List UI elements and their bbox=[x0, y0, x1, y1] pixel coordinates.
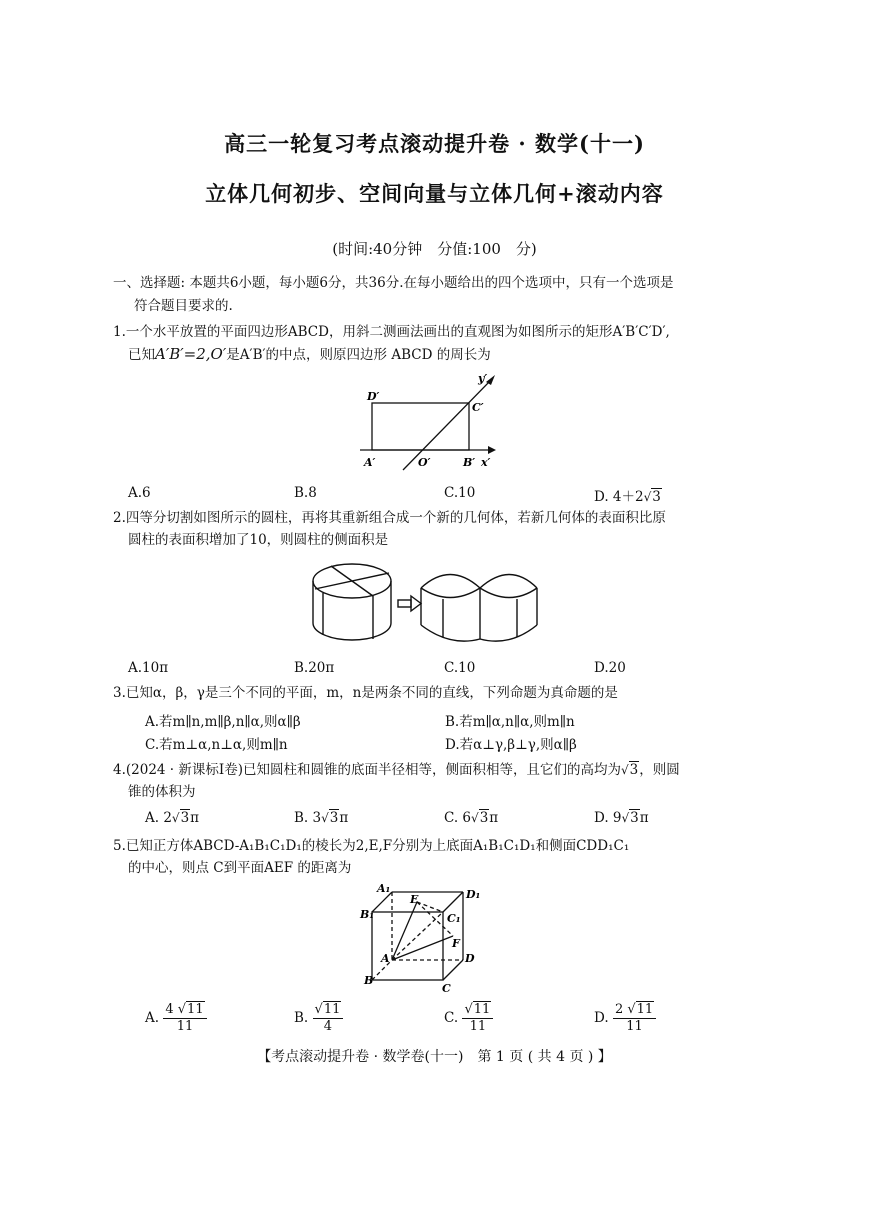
label-d-prime: D′ bbox=[367, 390, 380, 403]
label-f: F bbox=[452, 937, 460, 950]
label-b-prime: B′ bbox=[463, 456, 476, 469]
label-b: B bbox=[364, 974, 374, 987]
q5-stem-line-1: 5.已知正方体ABCD-A₁B₁C₁D₁的棱长为2,E,F分别为上底面A₁B₁C₁D₁和侧面CDD₁C₁ bbox=[113, 838, 630, 854]
q1-stem-line-2: 已知A′B′=2,O′是A′B′的中点，则原四边形 ABCD 的周长为 bbox=[128, 345, 491, 363]
section-line-1: 一、选择题: 本题共6小题，每小题6分，共36分.在每小题给出的四个选项中，只有一个选项是 bbox=[113, 275, 674, 291]
q1-rectangle-figure bbox=[355, 370, 505, 475]
q2-option-d[interactable]: D.20 bbox=[594, 660, 626, 676]
label-o-prime: O′ bbox=[418, 456, 431, 469]
label-c-prime: C′ bbox=[472, 401, 484, 414]
section-line-2: 符合题目要求的. bbox=[134, 298, 233, 314]
label-e: E bbox=[410, 893, 419, 906]
q2-option-a[interactable]: A.10π bbox=[128, 660, 169, 676]
q1-stem-line-1: 1.一个水平放置的平面四边形ABCD，用斜二测画法画出的直观图为如图所示的矩形A′B′C′D′, bbox=[113, 324, 670, 340]
label-a1: A₁ bbox=[377, 882, 391, 895]
q3-option-d[interactable]: D.若α⊥γ,β⊥γ,则α∥β bbox=[445, 737, 577, 753]
q5-option-c[interactable]: C. $\frac{√11}{11}$ bbox=[444, 1002, 493, 1035]
q2-option-b[interactable]: B.20π bbox=[294, 660, 335, 676]
q4-stem-line-2: 锥的体积为 bbox=[128, 784, 196, 800]
label-a: A bbox=[381, 952, 390, 965]
q4-option-d[interactable]: D. 9√3π bbox=[594, 810, 649, 826]
q4-stem-line-1: 4.(2024 · 新课标Ⅰ卷)已知圆柱和圆锥的底面半径相等，侧面积相等，且它们的高均为√3，则圆 bbox=[113, 762, 680, 778]
q5-option-a[interactable]: A. $\frac{4 √11}{11}$ bbox=[145, 1002, 207, 1035]
page-subtitle: 立体几何初步、空间向量与立体几何+滚动内容 bbox=[205, 181, 664, 206]
label-b1: B₁ bbox=[360, 908, 375, 921]
label-a-prime: A′ bbox=[364, 456, 376, 469]
q4-option-b[interactable]: B. 3√3π bbox=[294, 810, 349, 826]
q1-option-b[interactable]: B.8 bbox=[294, 485, 317, 501]
label-d1: D₁ bbox=[466, 888, 481, 901]
page-footer: 【考点滚动提升卷 · 数学卷(十一) 第 1 页 ( 共 4 页 ) 】 bbox=[257, 1049, 612, 1065]
q1-formula: A′B′=2,O′ bbox=[155, 345, 227, 363]
label-c: C bbox=[442, 982, 451, 995]
q3-option-c[interactable]: C.若m⊥α,n⊥α,则m∥n bbox=[145, 737, 288, 753]
q5-cube-figure bbox=[355, 880, 490, 995]
q4-option-a[interactable]: A. 2√3π bbox=[145, 810, 200, 826]
time-info: (时间:40分钟 分值:100 分) bbox=[332, 240, 537, 258]
q3-option-a[interactable]: A.若m∥n,m∥β,n∥α,则α∥β bbox=[145, 714, 301, 730]
label-c1: C₁ bbox=[447, 912, 461, 925]
q2-stem-line-1: 2.四等分切割如图所示的圆柱，再将其重新组合成一个新的几何体，若新几何体的表面积比原 bbox=[113, 510, 666, 526]
q3-stem: 3.已知α，β，γ是三个不同的平面，m，n是两条不同的直线，下列命题为真命题的是 bbox=[113, 685, 618, 701]
q5-option-d[interactable]: D. $\frac{2 √11}{11}$ bbox=[594, 1002, 656, 1035]
q1-option-a[interactable]: A.6 bbox=[128, 485, 151, 501]
q2-cylinder-figure bbox=[305, 555, 560, 650]
label-x-prime: x′ bbox=[481, 456, 491, 469]
label-d: D bbox=[465, 952, 475, 965]
q3-option-b[interactable]: B.若m∥α,n∥α,则m∥n bbox=[445, 714, 575, 730]
q1-option-d[interactable]: D. 4＋2√3 bbox=[594, 489, 661, 505]
q2-option-c[interactable]: C.10 bbox=[444, 660, 476, 676]
label-y-prime: y′ bbox=[478, 372, 488, 385]
q5-option-b[interactable]: B. $\frac{√11}{4}$ bbox=[294, 1002, 343, 1035]
q4-option-c[interactable]: C. 6√3π bbox=[444, 810, 499, 826]
q1-option-c[interactable]: C.10 bbox=[444, 485, 476, 501]
page-title: 高三一轮复习考点滚动提升卷 · 数学(十一) bbox=[224, 131, 645, 156]
q5-stem-line-2: 的中心，则点 C到平面AEF 的距离为 bbox=[128, 860, 352, 876]
q2-stem-line-2: 圆柱的表面积增加了10，则圆柱的侧面积是 bbox=[128, 532, 389, 548]
